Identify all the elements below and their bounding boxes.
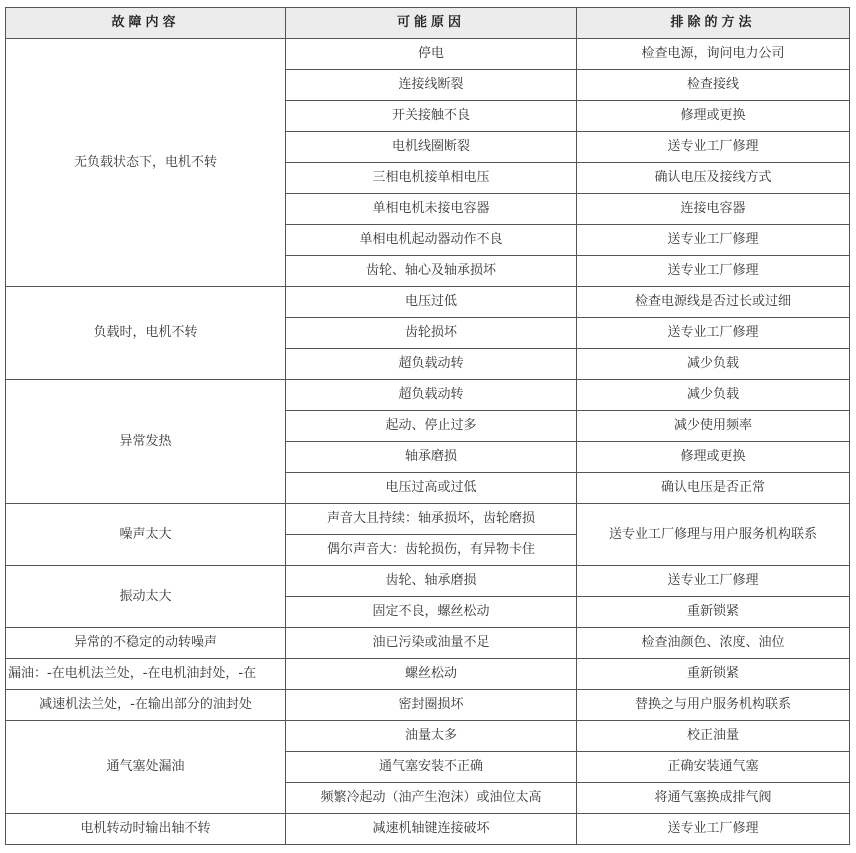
remedy-cell: 重新锁紧 bbox=[577, 659, 850, 690]
remedy-cell: 正确安装通气塞 bbox=[577, 752, 850, 783]
cause-cell: 轴承磨损 bbox=[286, 442, 577, 473]
remedy-cell: 送专业工厂修理 bbox=[577, 566, 850, 597]
cause-cell: 齿轮损坏 bbox=[286, 318, 577, 349]
fault-cell-line-1: 漏油：-在电机法兰处，-在电机油封处，-在 bbox=[6, 659, 286, 690]
remedy-cell: 修理或更换 bbox=[577, 442, 850, 473]
cause-cell: 超负载动转 bbox=[286, 380, 577, 411]
table-row bbox=[6, 721, 850, 752]
fault-cell: 异常的不稳定的动转噪声 bbox=[6, 628, 286, 659]
remedy-cell: 检查电源线是否过长或过细 bbox=[577, 287, 850, 318]
fault-cell: 通气塞处漏油 bbox=[6, 721, 286, 814]
table-row bbox=[6, 659, 850, 690]
remedy-cell: 送专业工厂修理 bbox=[577, 318, 850, 349]
remedy-cell: 确认电压是否正常 bbox=[577, 473, 850, 504]
fault-cell: 无负载状态下，电机不转 bbox=[6, 39, 286, 287]
fault-cell: 负载时，电机不转 bbox=[6, 287, 286, 380]
cause-cell: 齿轮、轴心及轴承损坏 bbox=[286, 256, 577, 287]
fault-cell-line-2: 减速机法兰处，-在输出部分的油封处 bbox=[6, 690, 286, 721]
table-row bbox=[6, 566, 850, 597]
remedy-cell: 检查电源，询问电力公司 bbox=[577, 39, 850, 70]
fault-cell: 异常发热 bbox=[6, 380, 286, 504]
cause-cell: 单相电机起动器动作不良 bbox=[286, 225, 577, 256]
cause-cell: 三相电机接单相电压 bbox=[286, 163, 577, 194]
remedy-cell: 减少负载 bbox=[577, 349, 850, 380]
cause-cell: 超负载动转 bbox=[286, 349, 577, 380]
remedy-cell: 减少负载 bbox=[577, 380, 850, 411]
remedy-cell: 检查接线 bbox=[577, 70, 850, 101]
cause-cell: 单相电机未接电容器 bbox=[286, 194, 577, 225]
remedy-cell: 送专业工厂修理 bbox=[577, 225, 850, 256]
header-row bbox=[6, 8, 850, 39]
cause-cell: 电机线圈断裂 bbox=[286, 132, 577, 163]
remedy-cell: 替换之与用户服务机构联系 bbox=[577, 690, 850, 721]
cause-cell: 齿轮、轴承磨损 bbox=[286, 566, 577, 597]
table-row bbox=[6, 380, 850, 411]
cause-cell: 油已污染或油量不足 bbox=[286, 628, 577, 659]
troubleshooting-table bbox=[5, 7, 850, 845]
cause-cell: 减速机轴键连接破坏 bbox=[286, 814, 577, 845]
cause-cell: 开关接触不良 bbox=[286, 101, 577, 132]
remedy-cell: 连接电容器 bbox=[577, 194, 850, 225]
cause-cell: 连接线断裂 bbox=[286, 70, 577, 101]
cause-cell: 螺丝松动 bbox=[286, 659, 577, 690]
cause-cell: 固定不良，螺丝松动 bbox=[286, 597, 577, 628]
fault-cell: 电机转动时输出轴不转 bbox=[6, 814, 286, 845]
remedy-cell: 送专业工厂修理 bbox=[577, 814, 850, 845]
remedy-cell: 减少使用频率 bbox=[577, 411, 850, 442]
cause-cell: 声音大且持续：轴承损坏，齿轮磨损 bbox=[286, 504, 577, 535]
remedy-cell: 将通气塞换成排气阀 bbox=[577, 783, 850, 814]
cause-cell: 油量太多 bbox=[286, 721, 577, 752]
table-row bbox=[6, 814, 850, 845]
header-cause: 可能原因 bbox=[286, 8, 577, 39]
remedy-cell: 检查油颜色、浓度、油位 bbox=[577, 628, 850, 659]
table-row bbox=[6, 39, 850, 70]
cause-cell: 密封圈损坏 bbox=[286, 690, 577, 721]
cause-cell: 频繁冷起动（油产生泡沫）或油位太高 bbox=[286, 783, 577, 814]
remedy-cell: 送专业工厂修理 bbox=[577, 256, 850, 287]
remedy-cell: 校正油量 bbox=[577, 721, 850, 752]
table-row bbox=[6, 287, 850, 318]
cause-cell: 起动、停止过多 bbox=[286, 411, 577, 442]
remedy-cell: 确认电压及接线方式 bbox=[577, 163, 850, 194]
cause-cell: 通气塞安装不正确 bbox=[286, 752, 577, 783]
cause-cell: 偶尔声音大：齿轮损伤，有异物卡住 bbox=[286, 535, 577, 566]
remedy-cell: 重新锁紧 bbox=[577, 597, 850, 628]
table-row bbox=[6, 690, 850, 721]
remedy-cell: 送专业工厂修理与用户服务机构联系 bbox=[577, 504, 850, 566]
cause-cell: 停电 bbox=[286, 39, 577, 70]
cause-cell: 电压过高或过低 bbox=[286, 473, 577, 504]
remedy-cell: 送专业工厂修理 bbox=[577, 132, 850, 163]
header-remedy: 排除的方法 bbox=[577, 8, 850, 39]
table-row bbox=[6, 504, 850, 535]
table-row bbox=[6, 628, 850, 659]
fault-cell: 振动太大 bbox=[6, 566, 286, 628]
remedy-cell: 修理或更换 bbox=[577, 101, 850, 132]
header-fault: 故障内容 bbox=[6, 8, 286, 39]
fault-cell: 噪声太大 bbox=[6, 504, 286, 566]
cause-cell: 电压过低 bbox=[286, 287, 577, 318]
